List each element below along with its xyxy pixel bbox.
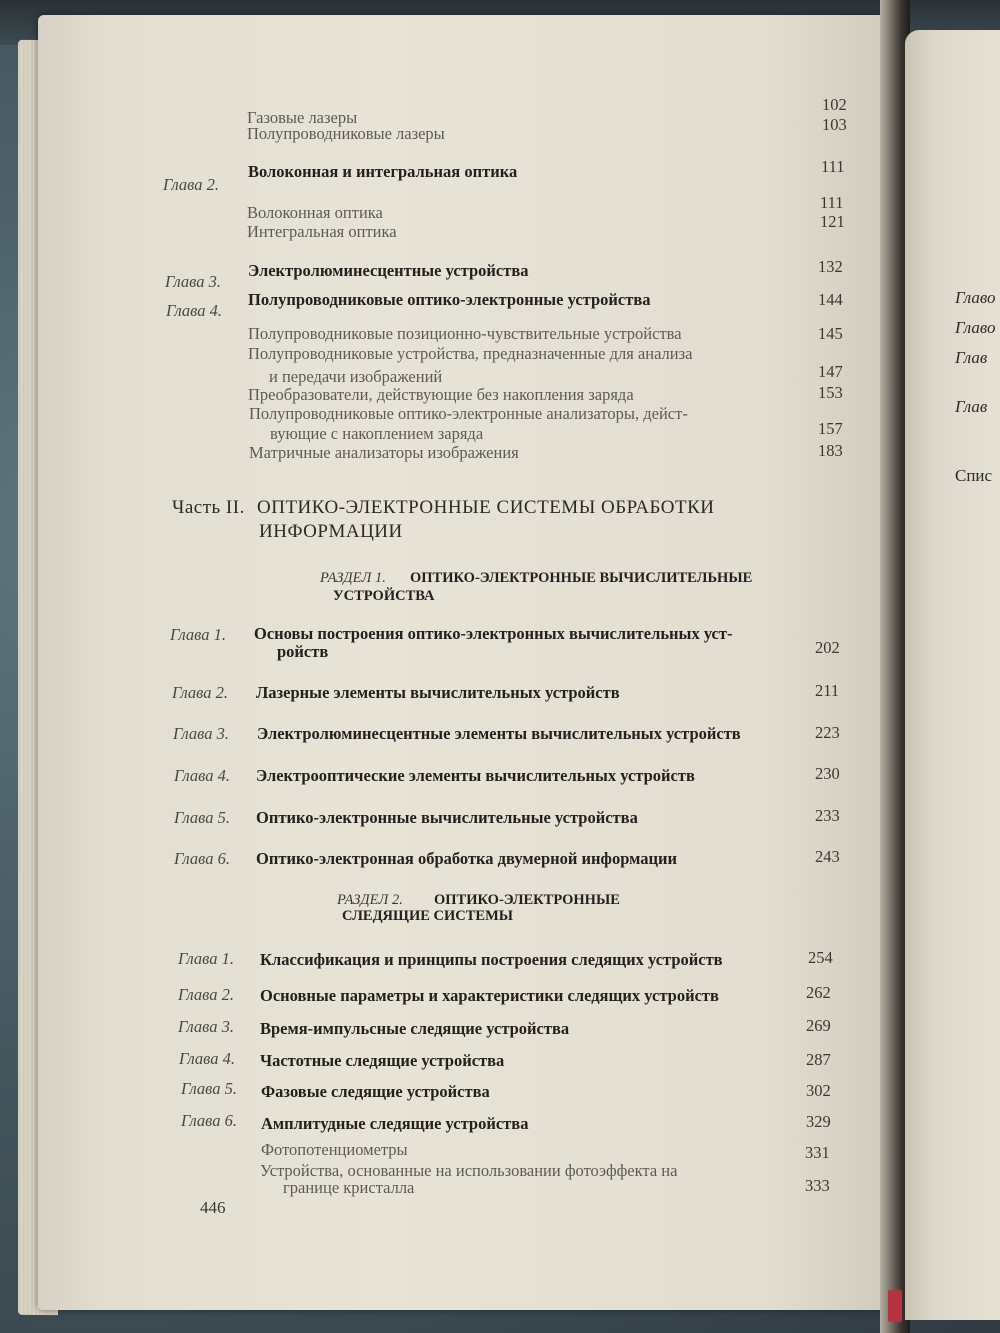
chapter-title: Лазерные элементы вычислительных устройств	[256, 683, 620, 702]
chapter-page: 223	[815, 723, 840, 742]
part-label: Часть II.	[172, 497, 245, 518]
section-title-cont: УСТРОЙСТВА	[333, 588, 435, 604]
section-label: РАЗДЕЛ 1.	[320, 570, 386, 586]
right-page-line: Глав	[955, 348, 988, 367]
toc-entry-title: Полупроводниковые позиционно-чувствительные устройства	[248, 324, 682, 343]
chapter-title-cont: ройств	[277, 642, 329, 661]
chapter-title: Основы построения оптико-электронных вычислительных уст-	[254, 624, 733, 643]
toc-entry-title: Матричные анализаторы изображения	[249, 443, 519, 462]
toc-entry-page: 147	[818, 362, 843, 381]
chapter-label: Глава 3.	[165, 272, 221, 291]
toc-entry-title: Полупроводниковые лазеры	[247, 124, 445, 143]
chapter-page: 287	[806, 1050, 831, 1069]
chapter-page: 211	[815, 681, 840, 700]
toc-entry-page: 183	[818, 441, 843, 460]
toc-entry-page: 111	[820, 193, 844, 212]
toc-entry-title: Волоконная оптика	[247, 203, 383, 222]
chapter-page: 269	[806, 1016, 831, 1035]
chapter-page: 132	[818, 257, 843, 276]
chapter-title: Оптико-электронные вычислительные устройства	[256, 808, 638, 827]
chapter-page: 254	[808, 948, 833, 967]
chapter-title: Амплитудные следящие устройства	[261, 1114, 529, 1133]
chapter-label: Глава 4.	[174, 766, 230, 785]
chapter-title: Классификация и принципы построения следящих устройств	[260, 950, 723, 969]
chapter-page: 202	[815, 638, 840, 657]
chapter-page: 233	[815, 806, 840, 825]
chapter-page: 243	[815, 847, 840, 866]
chapter-label: Глава 2.	[163, 175, 219, 194]
toc-entry-title-cont: вующие с накоплением заряда	[270, 424, 484, 443]
chapter-label: Глава 2.	[172, 683, 228, 702]
chapter-label: Глава 6.	[181, 1111, 237, 1130]
bookmark-ribbon	[888, 1290, 902, 1322]
section-title-cont: СЛЕДЯЩИЕ СИСТЕМЫ	[342, 908, 514, 924]
right-page-line: Главо	[955, 288, 996, 307]
chapter-page: 230	[815, 764, 840, 783]
part-title-cont: ИНФОРМАЦИИ	[259, 521, 403, 542]
chapter-page: 262	[806, 983, 831, 1002]
toc-entry-title-cont: границе кристалла	[283, 1178, 415, 1197]
toc-entry-page: 333	[805, 1176, 830, 1195]
toc-entry-title: Полупроводниковые оптико-электронные анализаторы, дейст-	[249, 404, 688, 423]
chapter-label: Глава 2.	[178, 985, 234, 1004]
chapter-label: Глава 6.	[174, 849, 230, 868]
chapter-label: Глава 4.	[166, 301, 222, 320]
section-label: РАЗДЕЛ 2.	[337, 892, 403, 908]
right-page-line: Спис	[955, 466, 993, 485]
chapter-label: Глава 3.	[173, 724, 229, 743]
chapter-label: Глава 5.	[174, 808, 230, 827]
chapter-title: Электрооптические элементы вычислительных устройств	[256, 766, 695, 785]
toc-entry-page: 103	[822, 115, 847, 134]
right-page	[905, 30, 1000, 1320]
chapter-title: Электролюминесцентные устройства	[248, 261, 529, 280]
chapter-label: Глава 5.	[181, 1079, 237, 1098]
chapter-label: Глава 1.	[178, 949, 234, 968]
toc-entry-title: Преобразователи, действующие без накопления заряда	[248, 385, 634, 404]
part-title: ОПТИКО-ЭЛЕКТРОННЫЕ СИСТЕМЫ ОБРАБОТКИ	[257, 497, 715, 518]
chapter-label: Глава 1.	[170, 625, 226, 644]
chapter-page: 144	[818, 290, 843, 309]
chapter-title: Основные параметры и характеристики следящих устройств	[260, 986, 719, 1005]
toc-entry-page: 153	[818, 383, 843, 402]
chapter-title: Время-импульсные следящие устройства	[260, 1019, 570, 1038]
toc-entry-title-cont: и передачи изображений	[269, 367, 443, 386]
toc-entry-title: Полупроводниковые устройства, предназначенные для анализа	[248, 344, 693, 363]
chapter-title: Электролюминесцентные элементы вычислительных устройств	[257, 724, 741, 743]
right-page-line: Главо	[955, 318, 996, 337]
toc-entry-page: 121	[820, 212, 845, 231]
toc-entry-title: Фотопотенциометры	[261, 1140, 408, 1159]
chapter-title: Фазовые следящие устройства	[261, 1082, 490, 1101]
toc-entry-page: 331	[805, 1143, 830, 1162]
toc-entry-page: 157	[818, 419, 843, 438]
chapter-page: 111	[821, 157, 845, 176]
chapter-page: 329	[806, 1112, 831, 1131]
toc-entry-title: Газовые лазеры	[247, 108, 358, 127]
chapter-page: 302	[806, 1081, 831, 1100]
toc-entry-title: Интегральная оптика	[247, 222, 397, 241]
right-page-line: Глав	[955, 397, 988, 416]
chapter-title: Полупроводниковые оптико-электронные устройства	[248, 290, 651, 309]
toc-entry-page: 102	[822, 95, 847, 114]
chapter-title: Частотные следящие устройства	[260, 1051, 505, 1070]
chapter-label: Глава 4.	[179, 1049, 235, 1068]
section-title: ОПТИКО-ЭЛЕКТРОННЫЕ	[434, 892, 620, 908]
chapter-title: Волоконная и интегральная оптика	[248, 162, 518, 181]
toc-entry-page: 145	[818, 324, 843, 343]
chapter-title: Оптико-электронная обработка двумерной информации	[256, 849, 678, 868]
chapter-label: Глава 3.	[178, 1017, 234, 1036]
toc-entry-title: Устройства, основанные на использовании фотоэффекта на	[260, 1161, 678, 1180]
section-title: ОПТИКО-ЭЛЕКТРОННЫЕ ВЫЧИСЛИТЕЛЬНЫЕ	[410, 570, 753, 586]
page-number: 446	[200, 1198, 226, 1217]
